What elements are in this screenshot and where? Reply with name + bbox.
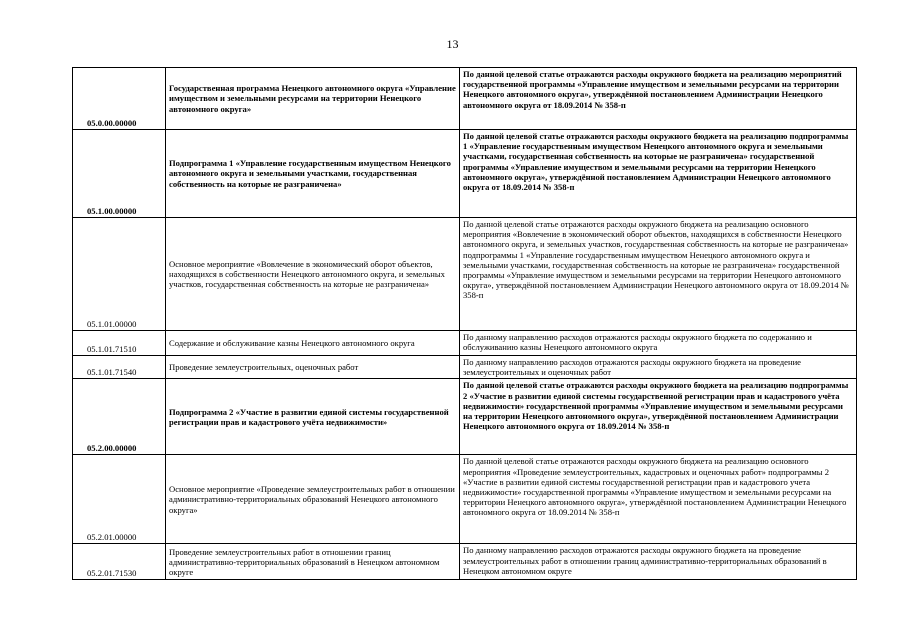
row-name: Государственная программа Ненецкого автономного округа «Управление имуществом и земельными ресурсами на территории Ненецкого автономного округа» [166, 68, 460, 130]
row-name: Основное мероприятие «Вовлечение в экономический оборот объектов, находящихся в собственности Ненецкого автономного округа, и земельных участков, государственная собственность на которые не разграничена» [166, 218, 460, 331]
row-code: 05.2.01.71530 [73, 544, 166, 580]
table-row [73, 68, 857, 130]
row-name: Основное мероприятие «Проведение землеустроительных работ в отношении административно-территориальных образований Ненецкого автономного округа» [166, 455, 460, 544]
row-description: По данной целевой статье отражаются расходы окружного бюджета на реализацию подпрограммы 2 «Участие в развитии единой системы государственной регистрации прав и кадастрового учёта недвижимости» государственной программы «Управление имуществом и земельными ресурсами на территории Ненецкого автономного округа», утверждённой постановлением Администрации Ненецкого автономного округа от 18.09.2014 № 358-п [460, 379, 857, 455]
table-row [73, 455, 857, 544]
row-name: Проведение землеустроительных, оценочных работ [166, 356, 460, 379]
page-number: 13 [446, 37, 459, 51]
table-row [73, 130, 857, 218]
row-code: 05.1.00.00000 [73, 130, 166, 218]
row-name: Подпрограмма 2 «Участие в развитии единой системы государственной регистрации прав и кадастрового учёта недвижимости» [166, 379, 460, 455]
row-description: По данной целевой статье отражаются расходы окружного бюджета на реализацию подпрограммы 1 «Управление государственным имуществом Ненецкого автономного округа и земельными участками, государственная собственность на которые не разграничена» государственной программы «Управление имуществом и земельными ресурсами на территории Ненецкого автономного округа», утверждённой постановлением Администрации Ненецкого автономного округа от 18.09.2014 № 358-п [460, 130, 857, 218]
table-row [73, 379, 857, 455]
row-code: 05.2.00.00000 [73, 379, 166, 455]
row-code: 05.1.01.00000 [73, 218, 166, 331]
table-row [73, 356, 857, 379]
row-description: По данной целевой статье отражаются расходы окружного бюджета на реализацию основного мероприятия «Вовлечение в экономический оборот объектов, находящихся в собственности Ненецкого автономного округа, и земельных участков, государственная собственность на которые не разграничена» подпрограммы 1 «Управление государственным имуществом Ненецкого автономного округа и земельными участками, государственная собственность на которые не разграничена» государственной программы «Управление имуществом и земельными ресурсами на территории Ненецкого автономного округа», утверждённой постановлением Администрации Ненецкого автономного округа от 18.09.2014 № 358-п [460, 218, 857, 331]
row-description: По данной целевой статье отражаются расходы окружного бюджета на реализацию основного мероприятия «Проведение землеустроительных, кадастровых и оценочных работ» подпрограммы 2 «Участие в развитии единой системы государственной регистрации прав и кадастрового учета недвижимости» государственной программы «Управление имуществом и земельными ресурсами на территории Ненецкого автономного округа», утверждённой постановлением Администрации Ненецкого автономного округа от 18.09.2014 № 358-п [460, 455, 857, 544]
row-name: Проведение землеустроительных работ в отношении границ административно-территориальных образований в Ненецком автономном округе [166, 544, 460, 580]
row-code: 05.1.01.71510 [73, 331, 166, 356]
row-code: 05.0.00.00000 [73, 68, 166, 130]
row-description: По данному направлению расходов отражаются расходы окружного бюджета на проведение землеустроительных и оценочных работ [460, 356, 857, 379]
row-name: Подпрограмма 1 «Управление государственным имуществом Ненецкого автономного округа и земельными участками, государственная собственность на которые не разграничена» [166, 130, 460, 218]
row-code: 05.1.01.71540 [73, 356, 166, 379]
table-row [73, 544, 857, 580]
row-name: Содержание и обслуживание казны Ненецкого автономного округа [166, 331, 460, 356]
row-description: По данному направлению расходов отражаются расходы окружного бюджета по содержанию и обслуживанию казны Ненецкого автономного округа [460, 331, 857, 356]
row-code: 05.2.01.00000 [73, 455, 166, 544]
table-row [73, 331, 857, 356]
row-description: По данному направлению расходов отражаются расходы окружного бюджета на проведение землеустроительных работ в отношении границ административно-территориальных образований в Ненецком автономном округе [460, 544, 857, 580]
budget-classification-table [72, 67, 857, 580]
row-description: По данной целевой статье отражаются расходы окружного бюджета на реализацию мероприятий государственной программы «Управление имуществом и земельными ресурсами на территории Ненецкого автономного округа», утверждённой постановлением Администрации Ненецкого автономного округа от 18.09.2014 № 358-п [460, 68, 857, 130]
table-row [73, 218, 857, 331]
